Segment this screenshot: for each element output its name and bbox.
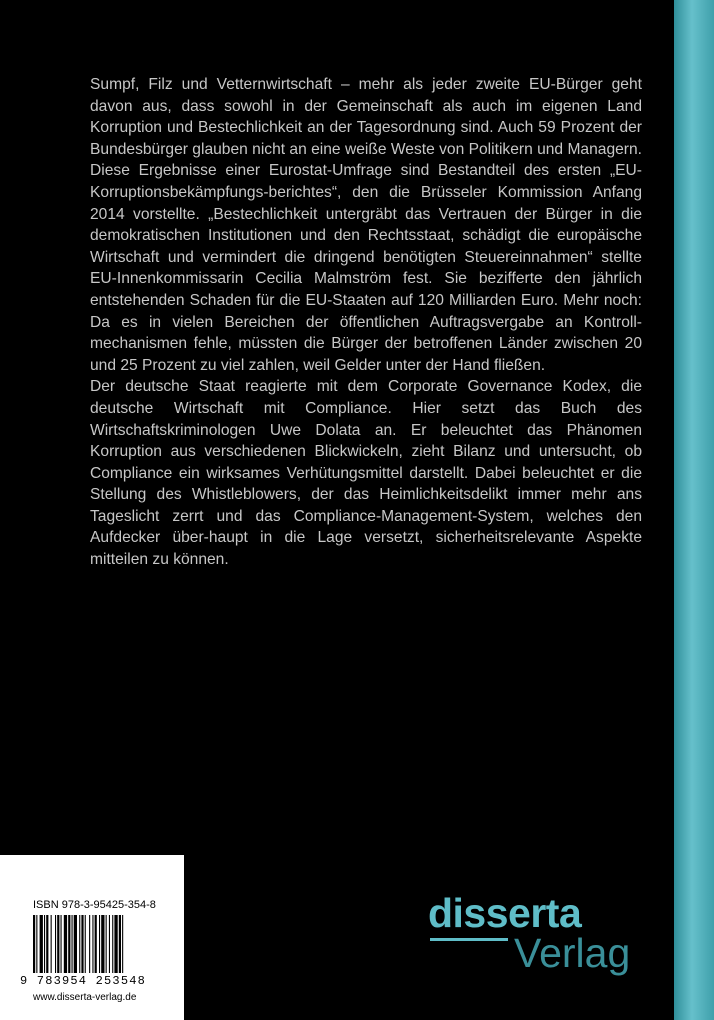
- logo-disserta: disserta: [428, 890, 582, 936]
- barcode-bar: [114, 915, 117, 973]
- barcode-bar: [112, 915, 113, 973]
- barcode-panel: [0, 855, 184, 1020]
- barcode-bar: [72, 915, 73, 973]
- barcode-bar: [106, 915, 107, 973]
- barcode-bar: [99, 915, 100, 973]
- isbn-label: ISBN 978-3-95425-354-8: [33, 899, 156, 911]
- barcode-bar: [61, 915, 62, 973]
- barcode-bar: [64, 915, 67, 973]
- barcode-bar: [101, 915, 104, 973]
- barcode-bar: [36, 915, 37, 973]
- barcode-bar: [89, 915, 90, 973]
- barcode-bar: [51, 915, 52, 973]
- barcode-bar: [81, 915, 83, 973]
- spine-stripe: [674, 0, 714, 1020]
- barcode-bar: [46, 915, 48, 973]
- barcode-bar: [122, 915, 123, 973]
- logo-rule: [430, 938, 508, 941]
- blurb-text: [90, 74, 642, 571]
- barcode-bar: [119, 915, 121, 973]
- barcode-bar: [79, 915, 80, 973]
- isbn-digits: 9 783954 253548: [20, 974, 147, 988]
- barcode-bar: [55, 915, 56, 973]
- barcode-bar: [109, 915, 110, 973]
- publisher-url: www.disserta-verlag.de: [33, 992, 137, 1003]
- publisher-logo: [428, 890, 658, 990]
- barcode-bar: [44, 915, 45, 973]
- barcode-bar: [57, 915, 59, 973]
- barcode-bar: [85, 915, 86, 973]
- blurb-paragraph-1: Sumpf, Filz und Vetternwirtschaft – mehr als jeder zweite EU-Bürger geht davon aus, dass sowohl in der Gemeinschaft als auch im eigenen Land Korruption und Bestechlichkeit an der Tagesordnung sind. Auch 59 Prozent der Bundesbürger glauben nicht an eine weiße Weste von Politikern und Managern. Diese Ergebnisse einer Eurostat-Umfrage sind Bestandteil des ersten „EU-Korruptionsbekämpfungs-berichtes“, den die Brüsseler Kommission Anfang 2014 vorstellte. „Bestechlichkeit untergräbt das Vertrauen der Bürger in die demokratischen Institutionen und den Rechtsstaat, schädigt die europäische Wirtschaft und vermindert die dringend benötigten Steuereinnahmen“ stellte EU-Innenkommissarin Cecilia Malmström fest. Sie bezifferte den jährlich entstehenden Schaden für die EU-Staaten auf 120 Milliarden Euro. Mehr noch: Da es in vielen Bereichen der öffentlichen Auftragsvergabe an Kontroll-mechanismen fehle, müssten die Bürger der betroffenen Länder zwischen 20 und 25 Prozent zu viel zahlen, weil Gelder unter der Hand fließen.: [90, 76, 642, 374]
- blurb-paragraph-2: Der deutsche Staat reagierte mit dem Corporate Governance Kodex, die deutsche Wirtschaft mit Compliance. Hier setzt das Buch des Wirtschaftskriminologen Uwe Dolata an. Er beleuchtet das Phänomen Korruption aus verschiedenen Blickwickeln, zieht Bilanz und untersucht, ob Compliance ein wirksames Verhütungsmittel darstellt. Dabei beleuchtet er die Stellung des Whistleblowers, der das Heimlichkeitsdelikt immer mehr ans Tageslicht zerrt und das Compliance-Management-System, welches den Aufdecker über-haupt in die Lage versetzt, sicherheitsrelevante Aspekte mitteilen zu können.: [90, 378, 642, 569]
- barcode-bar: [40, 915, 43, 973]
- barcode-bar: [68, 915, 70, 973]
- barcode-bar: [74, 915, 77, 973]
- logo-verlag: Verlag: [514, 930, 631, 976]
- barcode-icon: [33, 915, 151, 973]
- barcode-bar: [92, 915, 93, 973]
- barcode-bar: [95, 915, 97, 973]
- barcode-bar: [33, 915, 35, 973]
